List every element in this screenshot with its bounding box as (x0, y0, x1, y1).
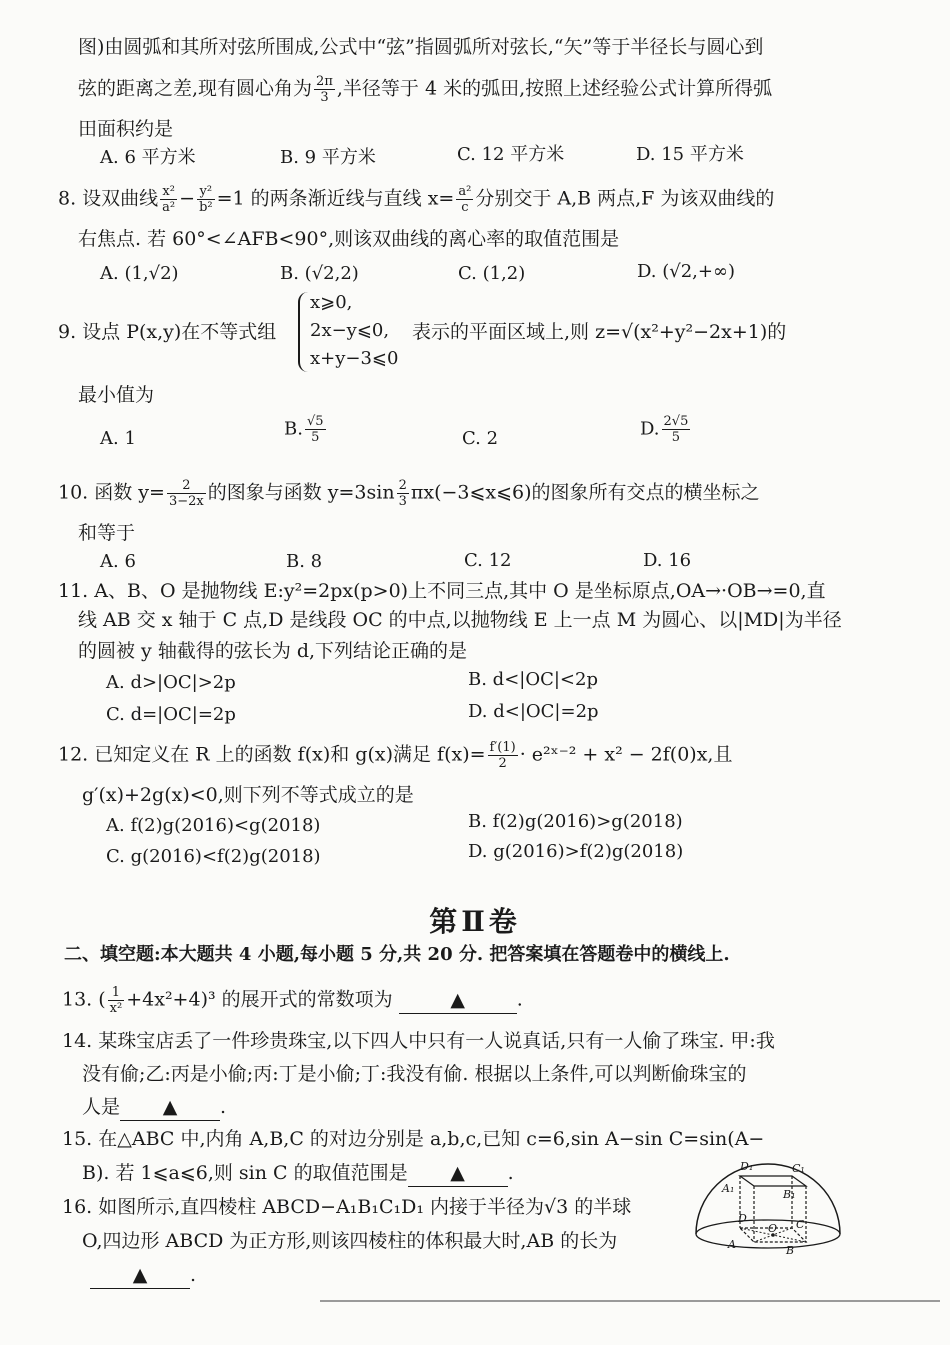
label-o: O (768, 1222, 778, 1235)
prism-top-face (740, 1176, 806, 1186)
q16-line1: 16. 如图所示,直四棱柱 ABCD−A₁B₁C₁D₁ 内接于半径为√3 的半球 (62, 1196, 632, 1218)
q10-fraction-1: $\frac{2}{3-2x}$ (168, 478, 204, 509)
q16-answer-blank[interactable]: ▲ (90, 1262, 190, 1289)
q10-fraction-2: $\frac{2}{3}$ (398, 478, 407, 509)
q9-line2: 最小值为 (78, 384, 155, 406)
label-b1: B₁ (783, 1188, 796, 1201)
q11-line3: 的圆被 y 轴截得的弦长为 d,下列结论正确的是 (78, 640, 468, 662)
q9-system-line1: x⩾0, (310, 292, 353, 313)
q9-option-b: B. $\frac{√5}{5}$ (284, 414, 324, 445)
section-instructions: 二、填空题:本大题共 4 小题,每小题 5 分,共 20 分. 把答案填在答题卷中的横线上. (64, 944, 730, 965)
q8-option-b: B. (√2,2) (280, 263, 359, 284)
q16-line3: ▲ . (90, 1262, 196, 1289)
q14-answer-blank[interactable]: ▲ (120, 1094, 220, 1121)
q10-line1: 10. 函数 y= $\frac{2}{3-2x}$ 的图象与函数 y=3sin $\frac{2}{3}$ πx(−3⩽x⩽6)的图象所有交点的横坐标之 (58, 478, 760, 509)
label-c: C (796, 1218, 805, 1231)
q9-option-a: A. 1 (100, 428, 136, 449)
q8-line2: 右焦点. 若 60°<∠AFB<90°,则该双曲线的离心率的取值范围是 (78, 228, 620, 250)
q13-line: 13. ( $\frac{1}{\text{x²}}$ +4x²+4)³ 的展开式的常数项为 ▲ . (62, 985, 523, 1016)
q9-system-line3: x+y−3⩽0 (310, 348, 399, 369)
label-a: A (728, 1238, 736, 1251)
q13-answer-blank[interactable]: ▲ (399, 987, 517, 1014)
q13-fraction: $\frac{1}{\text{x²}}$ (109, 985, 123, 1016)
q8-fraction-line: $\frac{\text{a²}}{c}$ (458, 184, 472, 215)
q9-line1-pre: 9. 设点 P(x,y)在不等式组 (58, 321, 277, 343)
section-title: 第Ⅱ卷 (429, 905, 521, 938)
q11-option-d: D. d<|OC|=2p (468, 701, 599, 722)
q12-option-d: D. g(2016)>f(2)g(2018) (468, 841, 684, 862)
q7-angle-fraction: $\frac{2\pi}{3}$ (316, 74, 333, 105)
label-d: D (738, 1212, 747, 1225)
q11-option-a: A. d>|OC|>2p (106, 672, 236, 693)
q14-line3: 人是 ▲ . (82, 1094, 226, 1121)
q11-line2: 线 AB 交 x 轴于 C 点,D 是线段 OC 的中点,以抛物线 E 上一点 M 为圆心、以|MD|为半径 (78, 609, 842, 631)
q9-option-c: C. 2 (462, 428, 499, 449)
q16-line2: O,四边形 ABCD 为正方形,则该四棱柱的体积最大时,AB 的长为 (82, 1230, 618, 1252)
label-c1: C₁ (792, 1162, 805, 1175)
q12-option-c: C. g(2016)<f(2)g(2018) (106, 846, 321, 867)
q11-option-b: B. d<|OC|<2p (468, 669, 598, 690)
q7-option-b: B. 9 平方米 (280, 147, 376, 168)
label-d1: D₁ (740, 1160, 754, 1173)
page-bottom-rule (320, 1300, 940, 1302)
q7-option-c: C. 12 平方米 (457, 144, 565, 165)
q15-line1: 15. 在△ABC 中,内角 A,B,C 的对边分别是 a,b,c,已知 c=6,sin A−sin C=sin(A− (62, 1128, 765, 1150)
q9-system-brace (298, 292, 310, 372)
q12-option-a: A. f(2)g(2016)<g(2018) (106, 815, 321, 836)
q10-option-c: C. 12 (464, 550, 512, 571)
q7-option-a: A. 6 平方米 (100, 147, 196, 168)
q10-option-d: D. 16 (643, 550, 692, 571)
q9-line1-post: 表示的平面区域上,则 z=√(x²+y²−2x+1)的 (412, 321, 787, 343)
q8-option-c: C. (1,2) (458, 263, 526, 284)
q7-line2: 弦的距离之差,现有圆心角为 $\frac{2\pi}{3}$ ,半径等于 4 米的弧田,按照上述经验公式计算所得弧 (78, 74, 773, 105)
q11-option-c: C. d=|OC|=2p (106, 704, 236, 725)
label-b: B (786, 1244, 795, 1257)
q14-line2: 没有偷;乙:丙是小偷;丙:丁是小偷;丁:我没有偷. 根据以上条件,可以判断偷珠宝的 (82, 1063, 747, 1085)
q10-option-b: B. 8 (286, 551, 323, 572)
q11-line1: 11. A、B、O 是抛物线 E:y²=2px(p>0)上不同三点,其中 O 是坐标原点,OA→·OB→=0,直 (58, 580, 826, 602)
hemisphere-prism-figure (688, 1152, 848, 1262)
q8-option-d: D. (√2,+∞) (637, 261, 735, 282)
q12-fraction: $\frac{f'(1)}{2}$ (489, 740, 516, 771)
q9-option-d: D. $\frac{2√5}{5}$ (640, 414, 689, 445)
q10-line2: 和等于 (78, 522, 136, 544)
q14-line1: 14. 某珠宝店丢了一件珍贵珠宝,以下四人中只有一人说真话,只有一人偷了珠宝. 甲:我 (62, 1030, 775, 1052)
q7-option-d: D. 15 平方米 (636, 144, 744, 165)
q8-fraction-y: $\frac{\text{y²}}{\text{b²}}$ (199, 184, 213, 215)
q7-line1: 图)由圆弧和其所对弦所围成,公式中“弦”指圆弧所对弦长,“矢”等于半径长与圆心到 (78, 36, 764, 58)
q9-system-line2: 2x−y⩽0, (310, 320, 390, 341)
q7-line3: 田面积约是 (78, 118, 174, 140)
q15-answer-blank[interactable]: ▲ (408, 1160, 508, 1187)
q12-line1: 12. 已知定义在 R 上的函数 f(x)和 g(x)满足 f(x)= $\frac{f'(1)}{2}$ · e²ˣ⁻² + x² − 2f(0)x,且 (58, 740, 733, 771)
q10-option-a: A. 6 (100, 551, 136, 572)
q15-line2: B). 若 1⩽a⩽6,则 sin C 的取值范围是 ▲ . (82, 1160, 514, 1187)
q8-fraction-x: $\frac{\text{x²}}{\text{a²}}$ (162, 184, 176, 215)
label-a1: A₁ (722, 1182, 735, 1195)
q8-option-a: A. (1,√2) (100, 263, 179, 284)
q12-option-b: B. f(2)g(2016)>g(2018) (468, 811, 683, 832)
q8-line1: 8. 设双曲线 $\frac{\text{x²}}{\text{a²}}$ − $\frac{\text{y²}}{\text{b²}}$ =1 的两条渐近线与直线 x= $\frac{\text{a²}}{c}$ 分别交于 A,B 两点,F 为该双曲线的 (58, 184, 775, 215)
q12-line2: g′(x)+2g(x)<0,则下列不等式成立的是 (82, 784, 414, 806)
